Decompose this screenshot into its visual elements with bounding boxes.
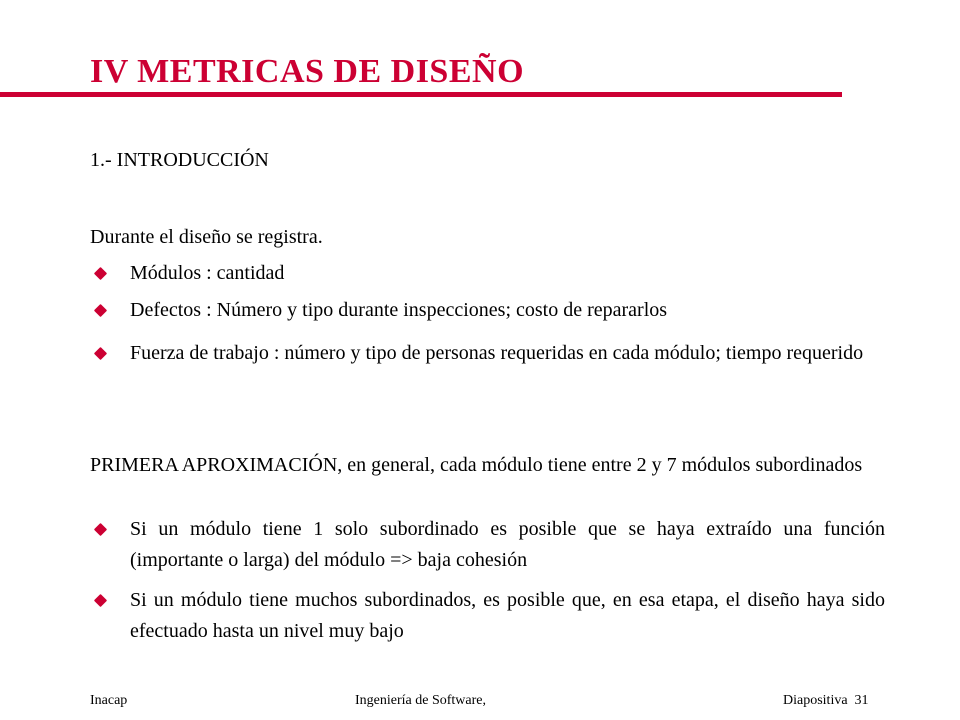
diamond-bullet-icon — [94, 523, 107, 536]
intro-text: Durante el diseño se registra. — [90, 226, 323, 248]
list-item-text: Si un módulo tiene muchos subordinados, es posible que, en esa etapa, el diseño haya sido efectuado hasta un nivel muy bajo — [130, 589, 885, 642]
footer-center: Ingeniería de Software, — [355, 693, 486, 708]
list-item — [90, 298, 885, 323]
diamond-bullet-icon — [94, 304, 107, 317]
list-item — [90, 517, 885, 576]
diamond-bullet-icon — [94, 347, 107, 360]
approximation-text: PRIMERA APROXIMACIÓN, en general, cada módulo tiene entre 2 y 7 módulos subordinados — [90, 454, 863, 476]
slide-title: IV METRICAS DE DISEÑO — [90, 53, 525, 90]
diamond-bullet-icon — [94, 267, 107, 280]
list-item-text: Defectos : Número y tipo durante inspecciones; costo de repararlos — [130, 299, 668, 321]
diamond-bullet-icon — [94, 594, 107, 607]
list-item — [90, 588, 885, 647]
footer-slide-number: Diapositiva 31 — [783, 693, 869, 708]
list-item-text: Fuerza de trabajo : número y tipo de personas requeridas en cada módulo; tiempo requerido — [130, 342, 864, 364]
list-item — [90, 341, 885, 368]
title-underline — [0, 92, 842, 97]
list-item-text: Si un módulo tiene 1 solo subordinado es posible que se haya extraído una función (importante o larga) del módulo => baja cohesión — [130, 518, 885, 571]
section-heading: 1.- INTRODUCCIÓN — [90, 149, 269, 171]
list-item — [90, 261, 885, 286]
list-item-text: Módulos : cantidad — [130, 262, 285, 284]
footer-left: Inacap — [90, 693, 128, 708]
